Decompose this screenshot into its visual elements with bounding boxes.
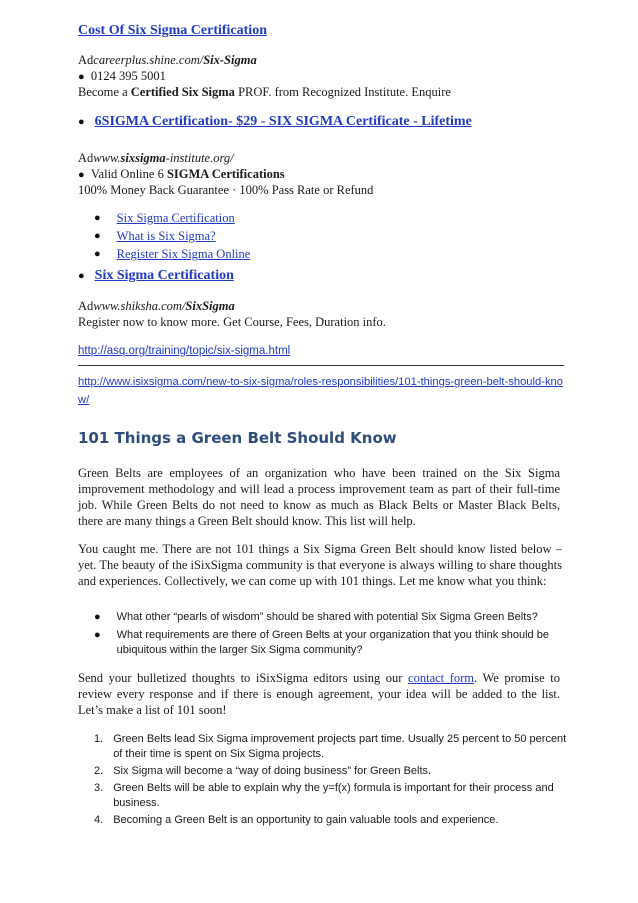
ad2-url[interactable]: Adwww.sixsigma-institute.org/ (78, 151, 234, 165)
list-item: 3. Green Belts will be able to explain why the y=f(x) formula is important for their process and business. (94, 782, 554, 809)
ad2-feature: ● Valid Online 6 SIGMA Certifications (78, 167, 285, 181)
article-para-3: Send your bulletized thoughts to iSixSigma editors using our contact form. We promise to review every response and if there is enough agreement, your idea will be added to the list. Let’s make a list of 101 soon! (78, 671, 560, 717)
ad3-title[interactable]: ● Six Sigma Certification (78, 268, 234, 283)
isixsigma-link-block (78, 373, 564, 409)
ad1-phone[interactable]: ● 0124 395 5001 (78, 69, 166, 83)
article-heading: 101 Things a Green Belt Should Know (78, 429, 397, 447)
asq-link[interactable]: http://asq.org/training/topic/six-sigma.html (78, 345, 291, 357)
article-heading-block (78, 430, 397, 446)
ad2-sitelinks (78, 210, 250, 264)
list-item: ● What other “pearls of wisdom” should be shared with potential Six Sigma Green Belts? (94, 611, 538, 623)
divider (78, 365, 564, 366)
question-list (78, 610, 564, 661)
isixsigma-link[interactable]: http://www.isixsigma.com/new-to-six-sigma/roles-responsibilities/101-things-green-belt-should-know/ (78, 376, 563, 406)
list-item: ● What requirements are there of Green Belts at your organization that you think should be ubiquitous within the larger Six Sigma community? (94, 629, 549, 656)
sitelink[interactable]: ● What is Six Sigma? (94, 229, 216, 243)
list-item: 2. Six Sigma will become a “way of doing business” for Green Belts. (94, 765, 432, 777)
sitelink[interactable]: ● Six Sigma Certification (94, 211, 235, 225)
ad1-url[interactable]: Adcareerplus.shine.com/Six-Sigma (78, 53, 257, 67)
article-para-2: You caught me. There are not 101 things a Six Sigma Green Belt should know listed below – yet. The beauty of the iSixSigma community is that everyone is always willing to share thoughts and experiences. Collectively, we can come up with 101 things. Let me know what you think: (78, 542, 562, 588)
ad3-url[interactable]: Adwww.shiksha.com/SixSigma (78, 299, 235, 313)
article-para-1: Green Belts are employees of an organization who have been trained on the Six Sigma improvement methodology and will lead a process improvement team as part of their full-time job. While Green Belts do not need to know as much as Black Belts or Master Black Belts, there are many things a Green Belt should know. This list will help. (78, 466, 560, 528)
list-item: 4. Becoming a Green Belt is an opportunity to gain valuable tools and experience. (94, 814, 499, 826)
contact-form-link[interactable]: contact form (408, 671, 475, 685)
bullet-icon: ● (78, 270, 85, 282)
ad2-guarantee: 100% Money Back Guarantee · 100% Pass Rate or Refund (78, 183, 374, 197)
ad1-description: Become a Certified Six Sigma PROF. from Recognized Institute. Enquire (78, 85, 451, 99)
list-item: 1. Green Belts lead Six Sigma improvement projects part time. Usually 25 percent to 50 percent of their time is spent on Six Sigma projects. (94, 733, 567, 760)
sitelink[interactable]: ● Register Six Sigma Online (94, 247, 251, 261)
ad2-title[interactable]: ● 6SIGMA Certification- $29 - SIX SIGMA Certificate - Lifetime (78, 114, 472, 129)
asq-link-block (78, 342, 564, 366)
ad3-description: Register now to know more. Get Course, Fees, Duration info. (78, 315, 386, 329)
numbered-list (78, 732, 574, 830)
ad1-title[interactable]: Cost Of Six Sigma Certification (78, 23, 267, 38)
bullet-icon: ● (78, 116, 85, 128)
